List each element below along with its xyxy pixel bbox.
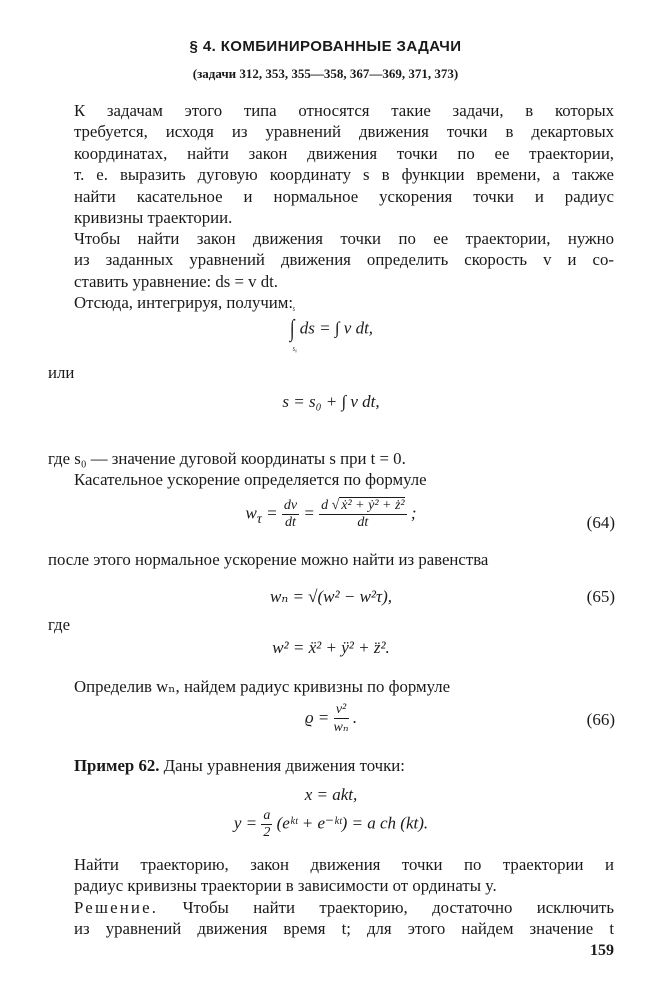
equation-65: wₙ = √(w² − w²τ),: [269, 587, 393, 606]
fraction-dv-dt: $\frac{dv}{dt}$: [283, 498, 298, 530]
section-heading: § 4. КОМБИНИРОВАННЫЕ ЗАДАЧИ: [189, 38, 462, 55]
radius-intro: Определив wₙ, найдем радиус кривизны по формуле: [74, 677, 451, 696]
equation-64: $w_\tau$ = $\frac{dv}{dt}$ = $\frac{\text{d √ ẋ² + ẏ² + ż²}}{dt}$ ;: [245, 498, 417, 530]
equation-number-66: (66): [586, 710, 615, 729]
equation-y: y = $\frac{a}{2}$ (eᵏᵗ + e⁻ᵏᵗ) = a ch (kt).: [233, 808, 429, 840]
integral-equation-2-text: s = s₀ + ∫ v dt,: [282, 392, 380, 411]
text-line: найти касательное и нормальное ускорения точки и радиус: [74, 186, 614, 206]
integration-line: Отсюда, интегрируя, получим:: [74, 293, 294, 312]
text-line: требуется, исходя из уравнений движения точки в декартовых: [74, 122, 614, 142]
word-gde: где: [48, 615, 71, 634]
tangential-intro: Касательное ускорение определяется по формуле: [74, 470, 427, 489]
text-line: координатах, найти закон движения точки по ее траектории,: [74, 143, 614, 163]
task-paragraph: [48, 854, 614, 897]
example-paragraph: [48, 755, 614, 776]
equation-y-text: (eᵏᵗ + e⁻ᵏᵗ) = a ch (kt).: [276, 813, 429, 833]
solution-label: Решение.: [74, 898, 159, 917]
equation-w-squared: w² = ẍ² + ÿ² + z̈².: [272, 638, 390, 657]
integral-equation-2: [48, 392, 614, 412]
text-line: Найти траекторию, закон движения точки по траектории и: [74, 855, 614, 874]
text-line: К задачам этого типа относятся такие задачи, в которых: [74, 101, 614, 120]
text-line: т. е. выразить дуговую координату s в функции времени, а также: [74, 165, 614, 185]
equation-number-65: (65): [586, 587, 615, 606]
intro-paragraph: [48, 100, 614, 228]
integral-equation-1: [48, 304, 614, 353]
section-subheading: (задачи 312, 353, 355—358, 367—369, 371, 373): [192, 66, 459, 81]
fraction-a-2: $\frac{a}{2}$: [263, 808, 271, 840]
text-line: кривизны траектории.: [74, 208, 233, 228]
integral-sign: ∫ s s₀: [289, 304, 297, 353]
integral-equation-text: ds = ∫ v dt,: [299, 318, 374, 338]
text-line: из заданных уравнений движения определить скорость v и со-: [74, 250, 614, 270]
example-label: Пример 62.: [74, 756, 160, 775]
text-line: Решение. Чтобы найти траекторию, достаточно исключить: [74, 898, 615, 917]
text-line: радиус кривизны траектории в зависимости от ординаты y.: [74, 876, 497, 896]
equation-number-64: (64): [586, 513, 615, 532]
text-line: ставить уравнение: ds = v dt.: [74, 271, 278, 291]
normal-intro: после этого нормальное ускорение можно найти из равенства: [48, 550, 489, 569]
page-number: 159: [590, 942, 614, 959]
method-paragraph: [48, 228, 614, 292]
word-ili: или: [48, 363, 75, 382]
s0-definition: где s₀ — значение дуговой координаты s при t = 0.: [48, 449, 406, 468]
example-text: Даны уравнения движения точки:: [163, 756, 405, 775]
equation-66: ϱ = $\frac{\text{v²}}{\text{wₙ}}$ .: [304, 702, 358, 735]
solution-paragraph: [48, 897, 614, 940]
text-line: Чтобы найти закон движения точки по ее траектории, нужно: [74, 229, 614, 248]
fraction-sqrt: $\frac{\text{d √ ẋ² + ẏ² + ż²}}{dt}$: [321, 498, 405, 530]
text-line: из уравнений движения время t; для этого найдем значение t: [74, 919, 614, 939]
equation-x: x = akt,: [304, 785, 358, 804]
fraction-v2-wn: $\frac{\text{v²}}{\text{wₙ}}$: [333, 702, 349, 735]
